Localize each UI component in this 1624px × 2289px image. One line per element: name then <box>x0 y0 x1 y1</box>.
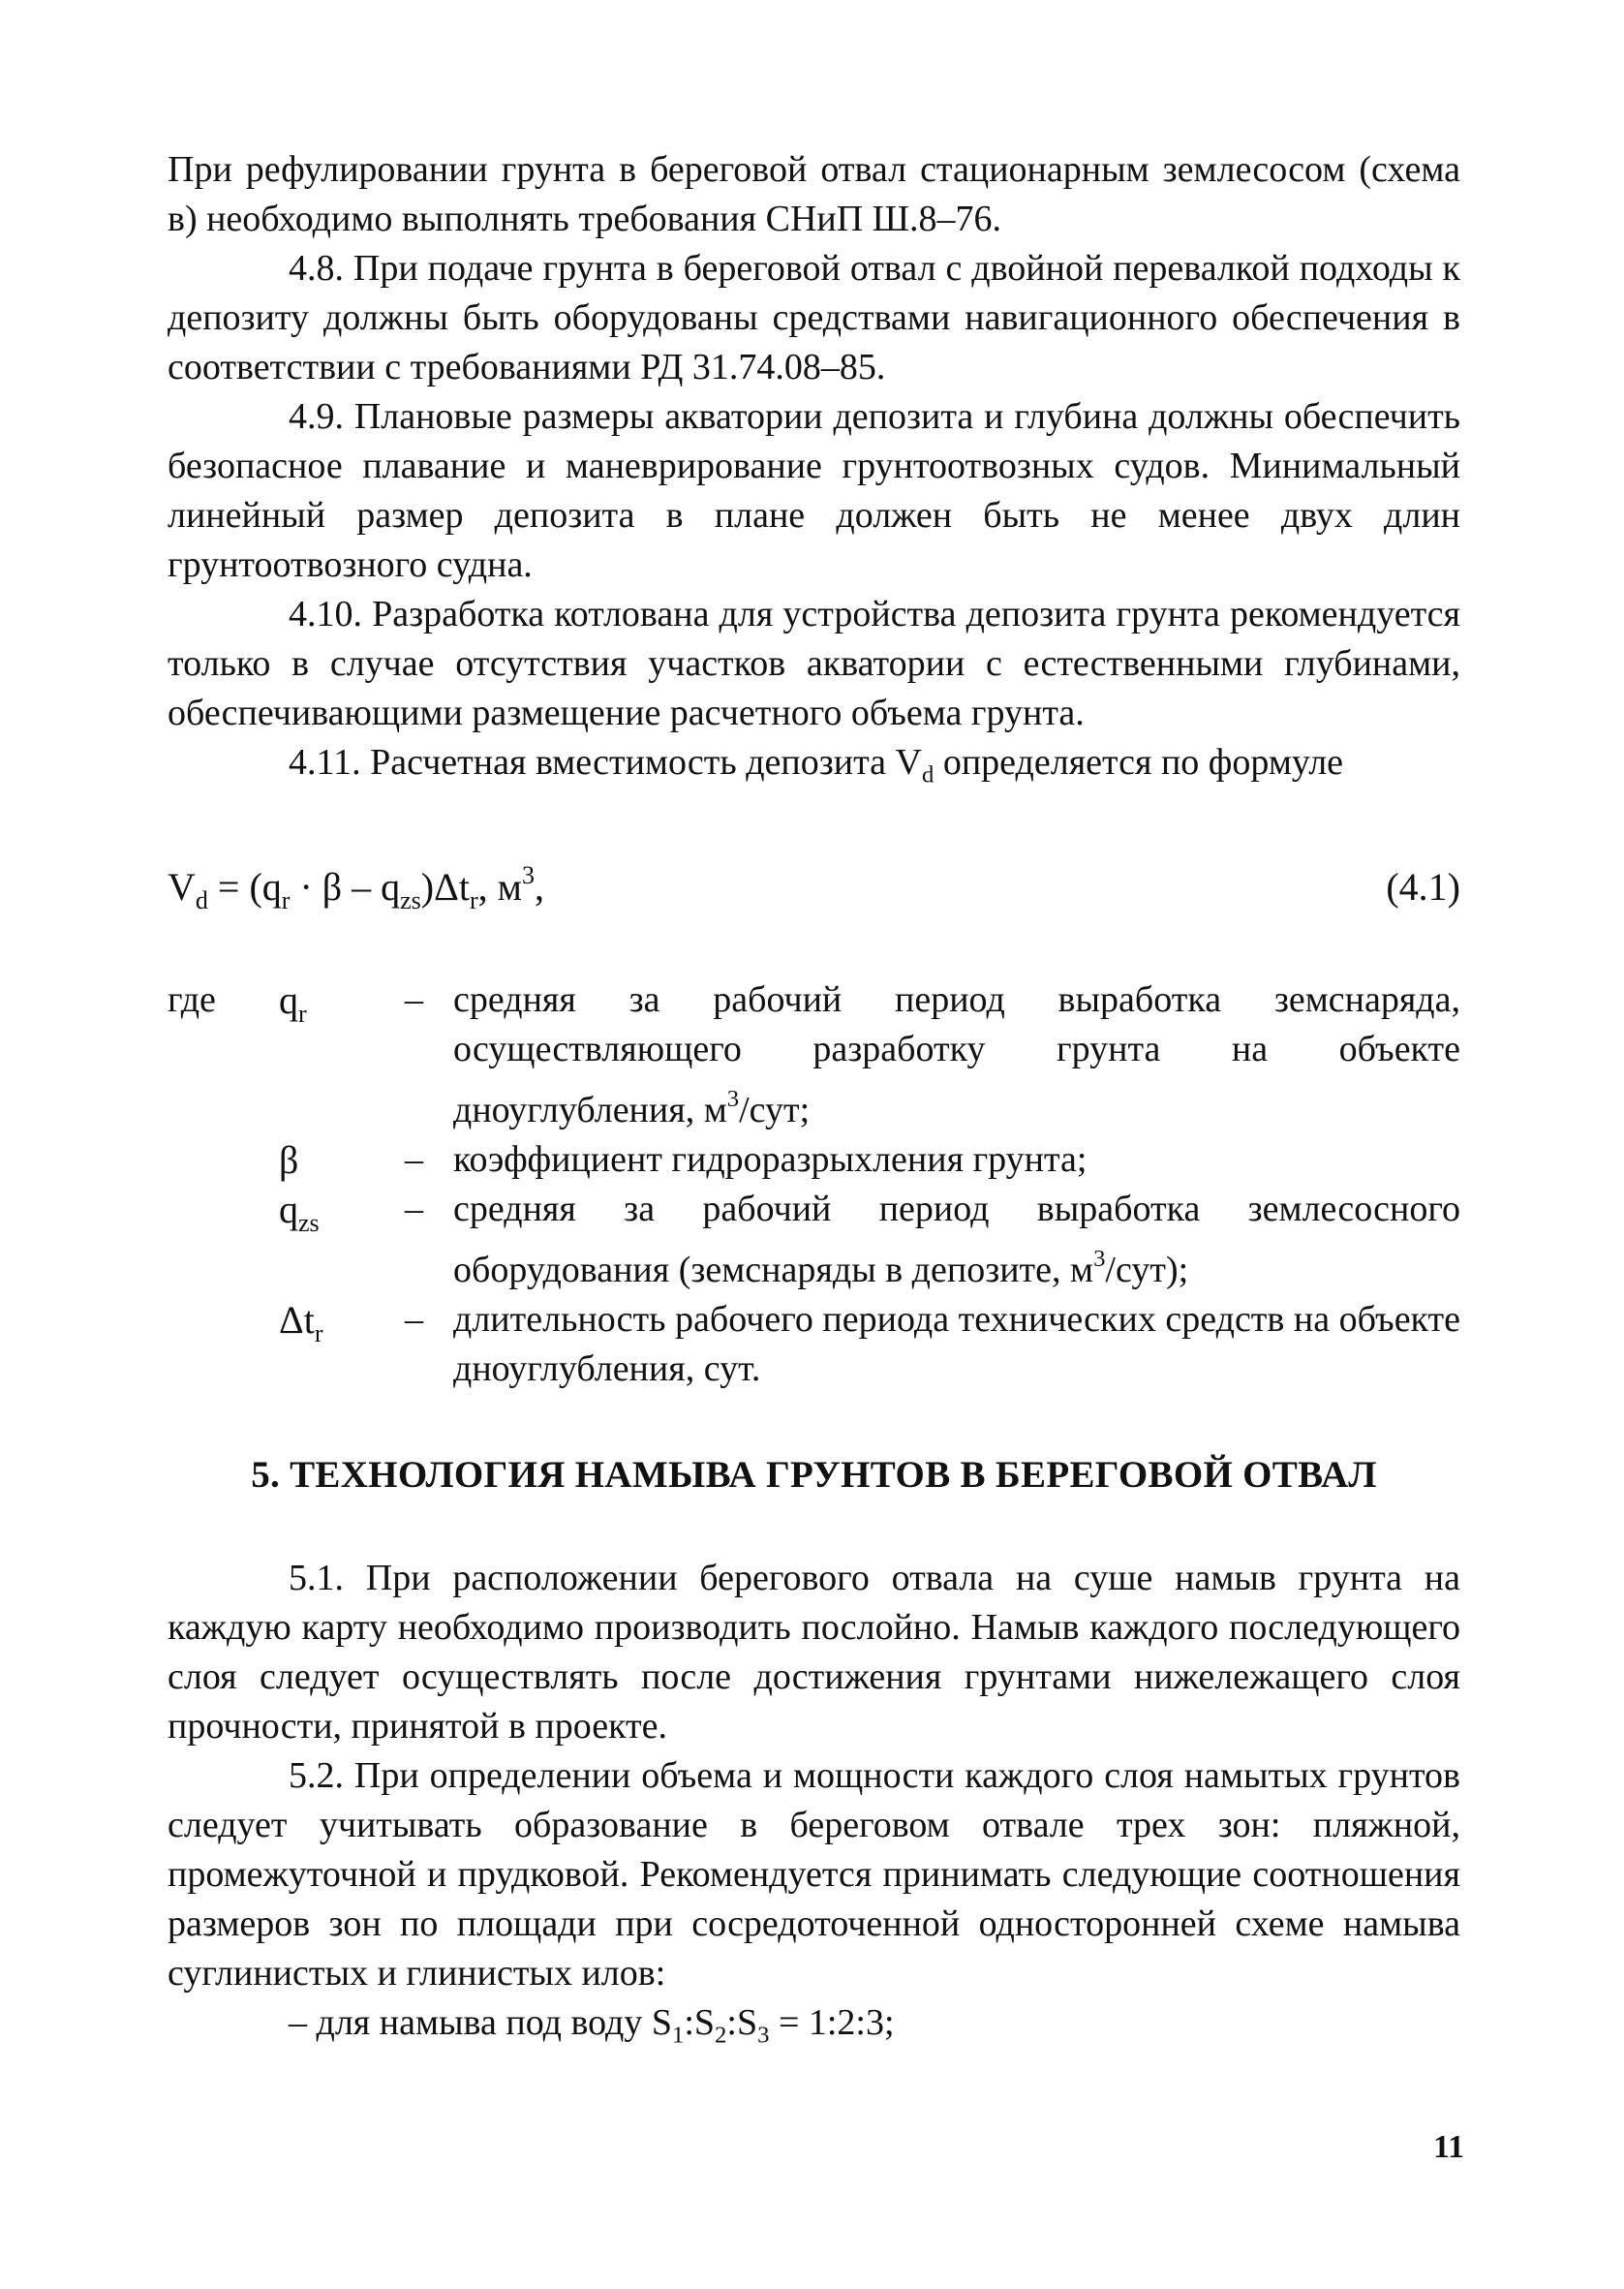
paragraph-5-1: 5.1. При расположении берегового отвала на суше намыв грунта на каждую карту необходимо производить послойно. Намыв каждого последующего слоя следует осуществлять после достижения грунтами нижележащего слоя прочности, принятой в проекте. <box>168 1557 1460 1747</box>
ratio-c1: :S <box>684 2001 716 2043</box>
definitions-spacer <box>168 1135 279 1185</box>
definition-symbol-sub: r <box>298 999 307 1028</box>
definition-dash: – <box>405 1298 423 1340</box>
formula-unit: , м <box>477 864 522 909</box>
paragraph-4-8: 4.8. При подаче грунта в береговой отвал с двойной перевалкой подходы к депозиту должны быть оборудованы средствами навигационного обеспечения в соответствии с требованиями РД 31.74.08–85. <box>168 248 1460 387</box>
definition-text-end: /сут); <box>1105 1249 1189 1290</box>
definition-description <box>453 1185 1460 1295</box>
definition-text: средняя за рабочий период выработка землесосного оборудования (земснаряды в депозите, м <box>453 1188 1460 1290</box>
ratio-after: = 1:2:3; <box>769 2001 895 2043</box>
definition-dash: – <box>405 1138 423 1180</box>
definitions-spacer <box>168 1185 279 1295</box>
formula-expression <box>168 851 544 925</box>
definition-symbol-text: q <box>279 977 298 1022</box>
formula-qzs-sub: zs <box>400 885 421 914</box>
definition-symbol-sub: r <box>314 1318 323 1347</box>
formula-4-1 <box>168 851 1460 925</box>
paragraph-5-2: 5.2. При определении объема и мощности каждого слоя намытых грунтов следует учитывать образование в береговом отвале трех зон: пляжной, промежуточной и прудковой. Рекомендуется принимать следующие соотношения размеров зон по площади при сосредоточенной односторонней схеме намыва суглинистых и глинистых илов: <box>168 1754 1460 1994</box>
definition-text-end: /сут; <box>739 1089 811 1130</box>
page-content <box>168 145 1460 2059</box>
formula-unit-sup: 3 <box>521 860 535 889</box>
formula-t-sub: r <box>469 885 478 914</box>
definition-symbol-text: q <box>279 1187 298 1231</box>
definition-sup: 3 <box>726 1085 740 1112</box>
paragraph-4-11 <box>168 738 1460 800</box>
definition-dash: – <box>405 978 423 1020</box>
ratio-before: – для намыва под воду S <box>289 2001 672 2043</box>
definitions-spacer <box>168 1295 279 1394</box>
definition-description <box>453 975 1460 1135</box>
ratio-line <box>168 1998 1460 2060</box>
formula-v: V <box>168 864 196 909</box>
paragraph-4-9: 4.9. Плановые размеры акватории депозита и глубина должны обеспечить безопасное плавание и маневрирование грунтоотвозных судов. Минимальный линейный размер депозита в плане должен быть не менее двух длин грунтоотвозного судна. <box>168 396 1460 585</box>
formula-eq-open: = (q <box>207 864 282 909</box>
formula-q-sub: r <box>281 885 291 914</box>
definition-symbol <box>279 1295 405 1394</box>
ratio-s2: 2 <box>715 2022 727 2049</box>
definition-symbol <box>279 1185 405 1295</box>
formula-mid: · β – q <box>290 864 401 909</box>
definition-dash: – <box>405 1188 423 1229</box>
definition-description <box>453 1135 1460 1185</box>
formula-close: )Δt <box>420 864 470 909</box>
definitions-where: где <box>168 978 216 1020</box>
definitions-list <box>168 975 1460 1394</box>
definition-description <box>453 1295 1460 1394</box>
paragraph-4-11-sub: d <box>921 761 935 789</box>
definition-text: средняя за рабочий период выработка земснаряда, осуществляющего разработку грунта на объекте дноуглубления, м <box>453 978 1460 1130</box>
definition-text: коэффициент гидроразрыхления грунта; <box>453 1138 1088 1180</box>
definition-text: длительность рабочего периода технических средств на объекте дноуглубления, сут. <box>453 1298 1460 1389</box>
paragraph-4-11-after: определяется по формуле <box>934 742 1344 783</box>
definition-symbol <box>279 975 405 1135</box>
definition-symbol-text: Δt <box>279 1297 315 1342</box>
ratio-c2: :S <box>726 2001 758 2043</box>
definition-sup: 3 <box>1093 1245 1106 1272</box>
formula-v-sub: d <box>195 885 208 914</box>
ratio-s3: 3 <box>757 2022 770 2049</box>
paragraph-refuling: При рефулировании грунта в береговой отвал стационарным землесосом (схема в) необходимо выполнять требования СНиП Ш.8–76. <box>168 149 1460 239</box>
section-heading: 5. ТЕХНОЛОГИЯ НАМЫВА ГРУНТОВ В БЕРЕГОВОЙ ОТВАЛ <box>251 1453 1377 1496</box>
formula-tail: , <box>534 864 544 909</box>
definition-symbol-text: β <box>279 1137 299 1182</box>
paragraph-4-11-before: 4.11. Расчетная вместимость депозита V <box>289 742 922 783</box>
page-number: 11 <box>1433 2129 1465 2165</box>
formula-number: (4.1) <box>1386 864 1460 909</box>
definition-symbol <box>279 1135 405 1185</box>
paragraph-4-10: 4.10. Разработка котлована для устройства депозита грунта рекомендуется только в случае отсутствия участков акватории с естественными глубинами, обеспечивающими размещение расчетного объема грунта. <box>168 594 1460 733</box>
ratio-s1: 1 <box>672 2022 685 2049</box>
definition-symbol-sub: zs <box>298 1208 320 1237</box>
